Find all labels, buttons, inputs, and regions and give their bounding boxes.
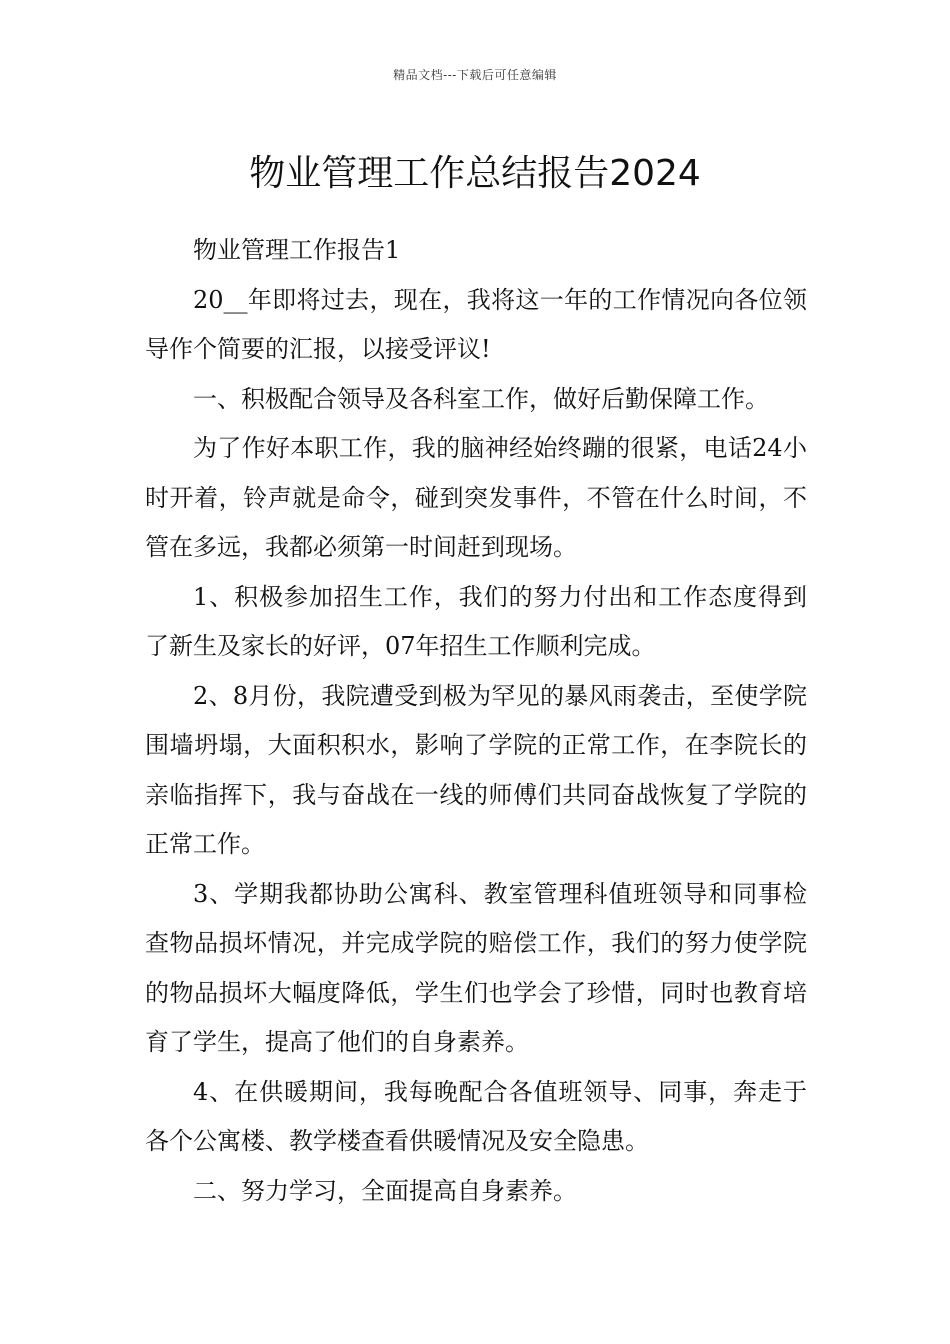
list-item: 4、在供暖期间，我每晚配合各值班领导、同事，奔走于各个公寓楼、教学楼查看供暖情况及安全隐患。	[145, 1077, 807, 1155]
document-body	[145, 226, 807, 1216]
section-heading: 物业管理工作报告1	[193, 236, 401, 264]
list-item: 3、学期我都协助公寓科、教室管理科值班领导和同事检查物品损坏情况，并完成学院的赔偿工作，我们的努力使学院的物品损坏大幅度降低，学生们也学会了珍惜，同时也教育培育了学生，提高了他们的自身素养。	[145, 879, 807, 1056]
section-heading: 二、努力学习，全面提高自身素养。	[193, 1176, 577, 1205]
section-heading: 一、积极配合领导及各科室工作，做好后勤保障工作。	[193, 384, 769, 413]
list-item: 2、8月份，我院遭受到极为罕见的暴风雨袭击，至使学院围墙坍塌，大面积积水，影响了学院的正常工作，在李院长的亲临指挥下，我与奋战在一线的师傅们共同奋战恢复了学院的正常工作。	[145, 681, 807, 858]
body-paragraph: 为了作好本职工作，我的脑神经始终蹦的很紧，电话24小时开着，铃声就是命令，碰到突发事件，不管在什么时间，不管在多远，我都必须第一时间赶到现场。	[145, 434, 807, 561]
document-title: 物业管理工作总结报告2024	[249, 153, 701, 195]
list-item: 1、积极参加招生工作，我们的努力付出和工作态度得到了新生及家长的好评，07年招生工作顺利完成。	[145, 582, 807, 660]
header-note: 精品文档---下载后可任意编辑	[393, 68, 557, 82]
body-paragraph: 20__年即将过去，现在，我将这一年的工作情况向各位领导作个简要的汇报，以接受评议!	[145, 285, 807, 363]
